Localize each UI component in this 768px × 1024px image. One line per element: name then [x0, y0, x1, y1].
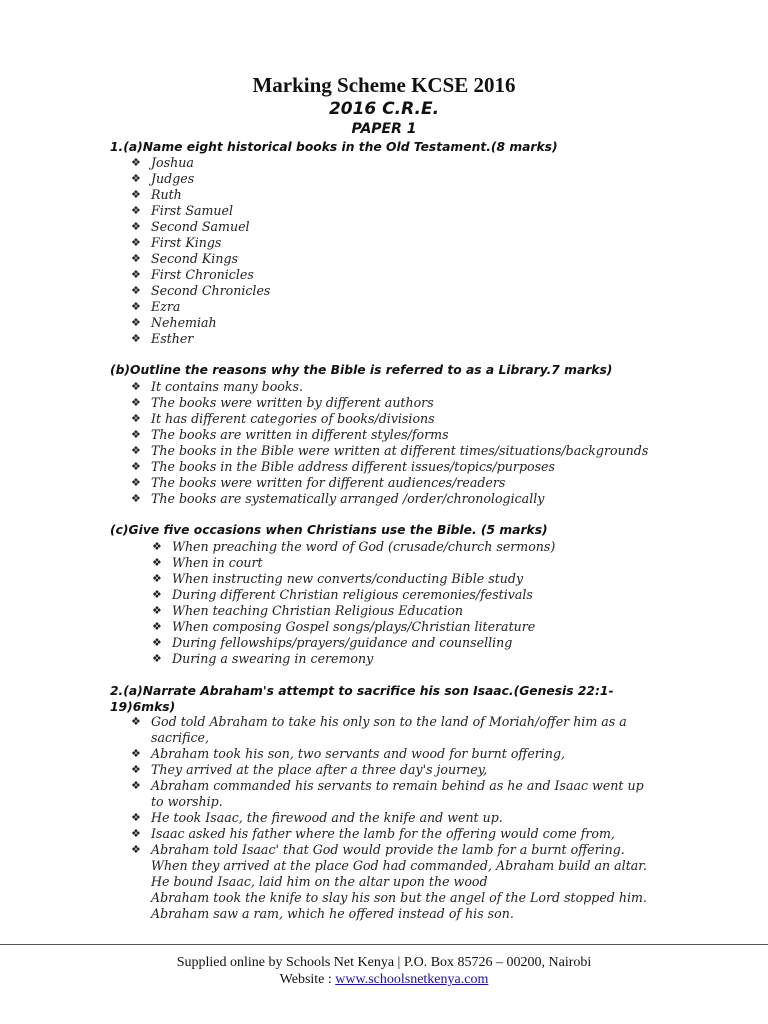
answer-item-text: When instructing new converts/conducting Bible study	[172, 571, 524, 586]
answer-item-text: Abraham told Isaac' that God would provide the lamb for a burnt offering.	[151, 842, 625, 857]
answer-item	[131, 155, 270, 171]
bullet-diamond-icon: ❖	[131, 811, 141, 824]
answer-item-text: First Chronicles	[151, 267, 254, 282]
paper-label: PAPER 1	[351, 121, 417, 137]
question-2a-answer-list	[131, 714, 651, 858]
subject-title: 2016 C.R.E.	[328, 99, 440, 119]
answer-item	[131, 810, 651, 826]
answer-item-text: During fellowships/prayers/guidance and counselling	[172, 635, 513, 650]
bullet-diamond-icon: ❖	[131, 843, 141, 856]
answer-item-text: During a swearing in ceremony	[172, 651, 374, 666]
question-1a-heading: 1.(a)Name eight historical books in the Old Testament.(8 marks)	[110, 140, 558, 154]
bullet-diamond-icon: ❖	[152, 588, 162, 601]
bullet-diamond-icon: ❖	[131, 476, 141, 489]
bullet-diamond-icon: ❖	[131, 316, 141, 329]
footer-supplier-line: Supplied online by Schools Net Kenya | P.O. Box 85726 – 00200, Nairobi	[176, 955, 592, 970]
bullet-diamond-icon: ❖	[131, 220, 141, 233]
answer-item-text: The books were written by different authors	[151, 395, 434, 410]
answer-item	[131, 283, 270, 299]
answer-item	[131, 203, 270, 219]
answer-item-text: During different Christian religious ceremonies/festivals	[172, 587, 533, 602]
footer-divider	[0, 944, 768, 945]
bullet-diamond-icon: ❖	[131, 763, 141, 776]
document-title: Marking Scheme KCSE 2016	[252, 73, 516, 97]
answer-item-text: First Kings	[151, 235, 222, 250]
answer-item	[131, 427, 648, 443]
bullet-diamond-icon: ❖	[131, 460, 141, 473]
bullet-diamond-icon: ❖	[152, 540, 162, 553]
question-2a-heading-line2: 19)6mks)	[110, 700, 176, 714]
bullet-diamond-icon: ❖	[131, 284, 141, 297]
answer-item-text: First Samuel	[151, 203, 233, 218]
bullet-diamond-icon: ❖	[131, 396, 141, 409]
bullet-diamond-icon: ❖	[131, 252, 141, 265]
question-1c-answer-list	[152, 539, 555, 667]
bullet-diamond-icon: ❖	[131, 332, 141, 345]
answer-item-text: Second Chronicles	[151, 283, 271, 298]
question-1a-answer-list	[131, 155, 270, 347]
footer-website-line	[0, 971, 768, 988]
answer-item	[131, 842, 651, 858]
answer-item	[131, 714, 651, 746]
footer-website-link[interactable]: www.schoolsnetkenya.com	[335, 972, 489, 987]
bullet-diamond-icon: ❖	[131, 188, 141, 201]
question-2a-continuation-4: Abraham saw a ram, which he offered instead of his son.	[151, 906, 514, 921]
answer-item	[131, 826, 651, 842]
answer-item-text: Isaac asked his father where the lamb for the offering would come from,	[151, 826, 615, 841]
answer-item	[152, 587, 555, 603]
question-2a-continuation-1: When they arrived at the place God had commanded, Abraham build an altar.	[151, 858, 647, 873]
answer-item-text: It has different categories of books/divisions	[151, 411, 435, 426]
bullet-diamond-icon: ❖	[131, 236, 141, 249]
answer-item	[131, 762, 651, 778]
answer-item	[152, 635, 555, 651]
answer-item-text: The books are systematically arranged /order/chronologically	[151, 491, 545, 506]
answer-item	[131, 251, 270, 267]
answer-item-text: When in court	[172, 555, 263, 570]
answer-item-text: Second Samuel	[151, 219, 250, 234]
bullet-diamond-icon: ❖	[152, 556, 162, 569]
bullet-diamond-icon: ❖	[152, 620, 162, 633]
answer-item	[131, 443, 648, 459]
answer-item-text: The books in the Bible address different issues/topics/purposes	[151, 459, 555, 474]
bullet-diamond-icon: ❖	[152, 652, 162, 665]
question-2a-continuation-3: Abraham took the knife to slay his son but the angel of the Lord stopped him.	[151, 890, 647, 905]
footer-website-label: Website :	[279, 972, 336, 987]
answer-item	[131, 299, 270, 315]
bullet-diamond-icon: ❖	[131, 492, 141, 505]
bullet-diamond-icon: ❖	[131, 268, 141, 281]
answer-item	[131, 315, 270, 331]
answer-item-text: Joshua	[151, 155, 194, 170]
question-2a-continuation-2: He bound Isaac, laid him on the altar upon the wood	[151, 874, 488, 889]
answer-item-text: They arrived at the place after a three day's journey,	[151, 762, 488, 777]
answer-item	[131, 379, 648, 395]
bullet-diamond-icon: ❖	[131, 715, 141, 728]
answer-item	[152, 651, 555, 667]
bullet-diamond-icon: ❖	[152, 604, 162, 617]
answer-item	[131, 235, 270, 251]
answer-item	[152, 539, 555, 555]
bullet-diamond-icon: ❖	[131, 412, 141, 425]
answer-item-text: Esther	[151, 331, 194, 346]
question-1b-heading: (b)Outline the reasons why the Bible is referred to as a Library.7 marks)	[110, 363, 613, 377]
answer-item-text: When teaching Christian Religious Education	[172, 603, 463, 618]
bullet-diamond-icon: ❖	[131, 428, 141, 441]
answer-item-text: Abraham took his son, two servants and wood for burnt offering,	[151, 746, 566, 761]
bullet-diamond-icon: ❖	[131, 747, 141, 760]
answer-item	[131, 778, 651, 810]
answer-item	[131, 395, 648, 411]
question-1c-heading: (c)Give five occasions when Christians use the Bible. (5 marks)	[110, 523, 548, 537]
bullet-diamond-icon: ❖	[131, 300, 141, 313]
answer-item-text: Nehemiah	[151, 315, 217, 330]
answer-item	[131, 411, 648, 427]
bullet-diamond-icon: ❖	[131, 380, 141, 393]
bullet-diamond-icon: ❖	[131, 827, 141, 840]
answer-item	[152, 555, 555, 571]
answer-item-text: Judges	[151, 171, 195, 186]
bullet-diamond-icon: ❖	[152, 636, 162, 649]
answer-item-text: Abraham commanded his servants to remain behind as he and Isaac went up to worship.	[151, 778, 644, 809]
answer-item	[152, 619, 555, 635]
answer-item	[152, 571, 555, 587]
bullet-diamond-icon: ❖	[152, 572, 162, 585]
answer-item	[131, 187, 270, 203]
answer-item-text: It contains many books.	[151, 379, 303, 394]
bullet-diamond-icon: ❖	[131, 444, 141, 457]
bullet-diamond-icon: ❖	[131, 172, 141, 185]
answer-item	[131, 171, 270, 187]
bullet-diamond-icon: ❖	[131, 156, 141, 169]
answer-item-text: The books were written for different audiences/readers	[151, 475, 506, 490]
answer-item-text: When preaching the word of God (crusade/church sermons)	[172, 539, 556, 554]
answer-item-text: God told Abraham to take his only son to the land of Moriah/offer him as a sacrifice,	[151, 714, 627, 745]
answer-item-text: Ruth	[151, 187, 182, 202]
question-1b-answer-list	[131, 379, 648, 507]
answer-item	[131, 746, 651, 762]
answer-item-text: When composing Gospel songs/plays/Christian literature	[172, 619, 536, 634]
bullet-diamond-icon: ❖	[131, 779, 141, 792]
answer-item-text: The books in the Bible were written at different times/situations/backgrounds	[151, 443, 649, 458]
question-2a-heading-line1: 2.(a)Narrate Abraham's attempt to sacrifice his son Isaac.(Genesis 22:1-	[110, 684, 614, 698]
answer-item	[131, 459, 648, 475]
answer-item-text: Second Kings	[151, 251, 238, 266]
answer-item	[131, 491, 648, 507]
answer-item	[131, 475, 648, 491]
bullet-diamond-icon: ❖	[131, 204, 141, 217]
answer-item-text: He took Isaac, the firewood and the knife and went up.	[151, 810, 503, 825]
answer-item-text: Ezra	[151, 299, 181, 314]
answer-item	[152, 603, 555, 619]
answer-item	[131, 219, 270, 235]
answer-item	[131, 331, 270, 347]
answer-item-text: The books are written in different styles/forms	[151, 427, 449, 442]
answer-item	[131, 267, 270, 283]
